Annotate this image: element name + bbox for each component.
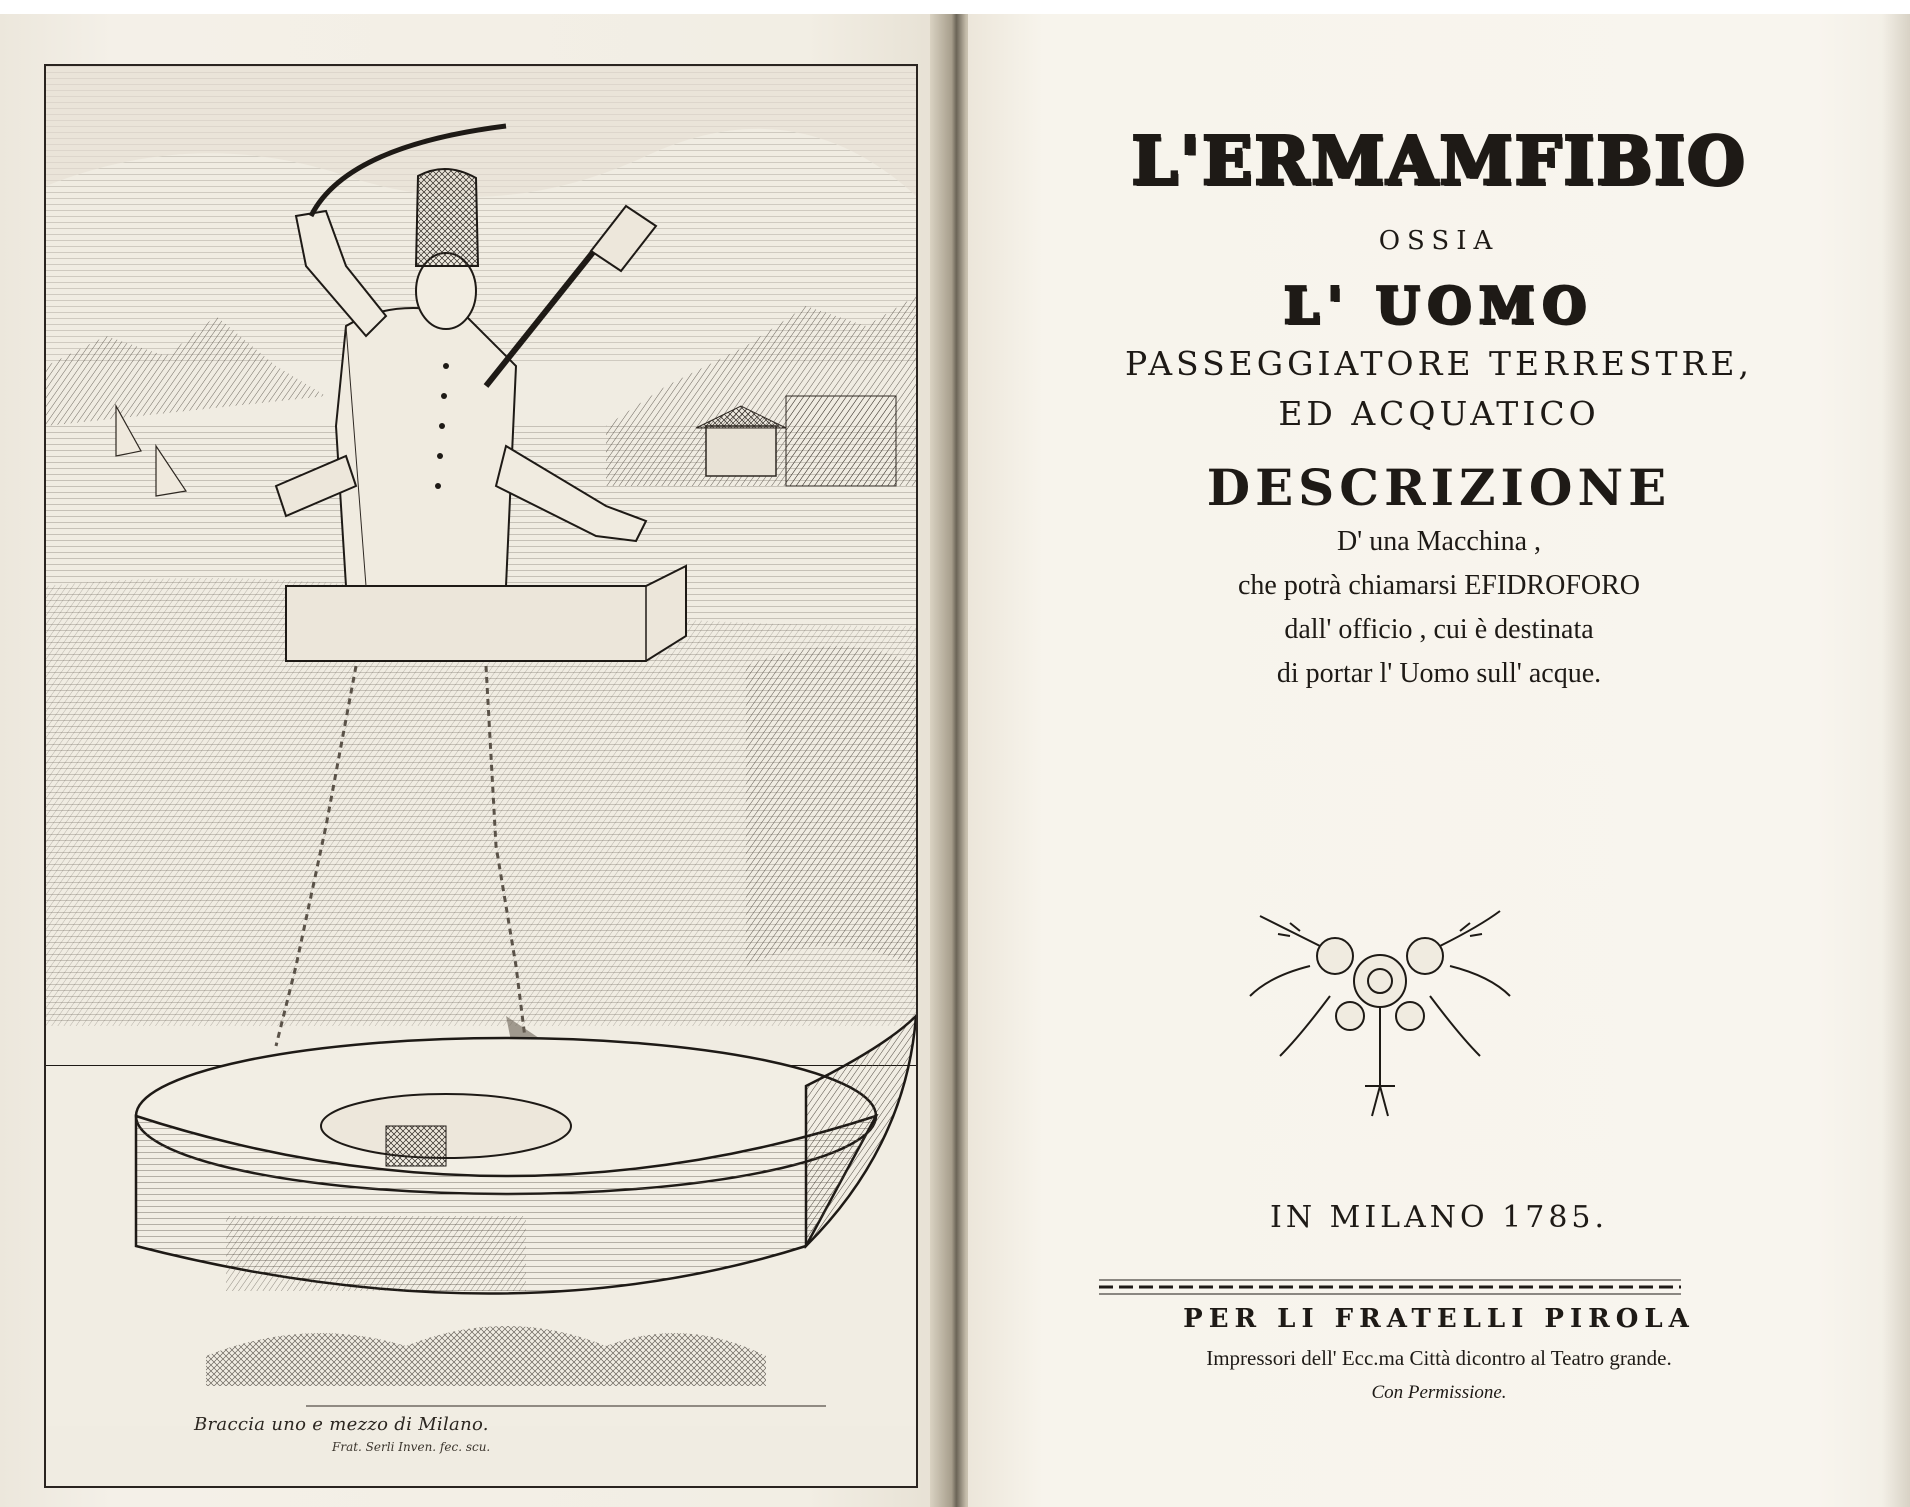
frontispiece-engraving [44,64,918,1488]
engraving-caption: Braccia uno e mezzo di Milano. [194,1414,489,1435]
engraving-illustration [46,66,916,1486]
description-line-1: D' una Macchina , [1336,526,1542,557]
printer-line: Impressori dell' Ecc.ma Città dicontro al Teatro grande. [1206,1346,1672,1370]
book-title: L'ERMAMFIBIO [1131,122,1747,200]
book-spread [0,14,1910,1507]
publisher-line: PER LI FRATELLI PIROLA [1183,1304,1695,1334]
subtitle-line-1: PASSEGGIATORE TERRESTRE, [1125,344,1753,383]
description-line-2: che potrà chiamarsi EFIDROFORO [1237,570,1641,601]
title-ossia: OSSIA [1378,226,1500,256]
description-line-4: di portar l' Uomo sull' acque. [1276,658,1602,689]
imprint-city-year: IN MILANO 1785. [1269,1200,1609,1235]
floral-ornament-icon [1240,886,1520,1126]
title-uomo: L' UOMO [1284,276,1594,335]
permission-line: Con Permissione. [1371,1382,1507,1403]
subtitle-line-2: ED ACQUATICO [1278,394,1600,433]
engraver-signature: Frat. Serli Inven. fec. scu. [332,1440,491,1454]
description-line-3: dall' officio , cui è destinata [1284,614,1594,645]
descrizione-heading: DESCRIZIONE [1206,458,1672,517]
decorative-rule [1095,1274,1685,1300]
